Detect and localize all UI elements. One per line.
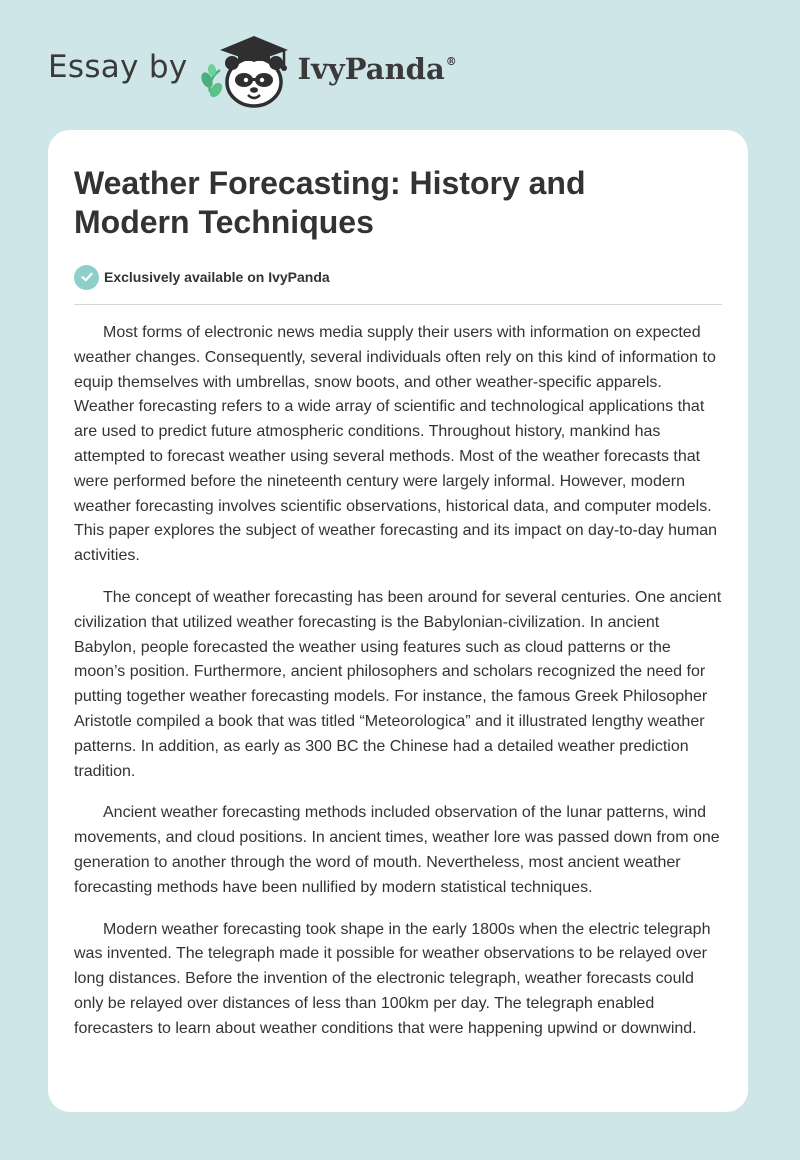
paragraph: Most forms of electronic news media supply their users with information on expected weather changes. Consequently, several individuals often rely on this kind of information to equip themselves with umbrellas, snow boots, and other weather-specific apparels. Weather forecasting refers to a wide array of scientific and technological applications that are used to predict future atmospheric conditions. Throughout history, mankind has attempted to forecast weather using several methods. Most of the weather forecasts that were performed before the nineteenth century were largely informal. However, modern weather forecasting involves scientific observations, historical data, and computer models. This paper explores the subject of weather forecasting and its impact on day-to-day human activities.	[74, 324, 718, 565]
paragraph: Modern weather forecasting took shape in the early 1800s when the electric telegraph was invented. The telegraph made it possible for weather observations to be relayed over long distances. Before the invention of the electronic telegraph, weather forecasts could only be relayed over distances of less than 100km per day. The telegraph enabled forecasters to learn about weather conditions that were happening upwind or downwind.	[74, 920, 711, 1037]
brand-name-text: IvyPanda	[297, 52, 445, 86]
brand-prefix: Essay by	[48, 49, 188, 85]
paragraph: The concept of weather forecasting has been around for several centuries. One ancient civilization that utilized weather forecasting is the Babylonian-civilization. In ancient Babylon, people forecasted the weather using features such as cloud patterns or the moon’s position. Furthermore, ancient philosophers and scholars recognized the need for putting together weather forecasting models. For instance, the famous Greek Philosopher Aristotle compiled a book that was titled “Meteorologica” and it illustrated lengthy weather patterns. In addition, as early as 300 BC the Chinese had a detailed weather prediction tradition.	[74, 588, 722, 780]
paragraph: Ancient weather forecasting methods included observation of the lunar patterns, wind movements, and cloud positions. In ancient times, weather lore was passed down from one generation to another through the word of mouth. Nevertheless, most ancient weather forecasting methods have been nullified by modern statistical techniques.	[74, 804, 720, 896]
exclusive-badge-text: Exclusively available on IvyPanda	[104, 269, 330, 285]
brand-name	[298, 52, 457, 86]
essay-body	[74, 321, 722, 1042]
essay-title: Weather Forecasting: History and Modern Techniques	[74, 165, 586, 240]
essay-card	[48, 130, 748, 1112]
registered-mark: ®	[445, 55, 457, 68]
exclusive-badge	[74, 264, 722, 290]
panda-graduate-icon	[200, 30, 296, 110]
brand-header	[48, 30, 457, 110]
check-circle-icon	[74, 265, 99, 290]
title-divider	[74, 304, 722, 305]
